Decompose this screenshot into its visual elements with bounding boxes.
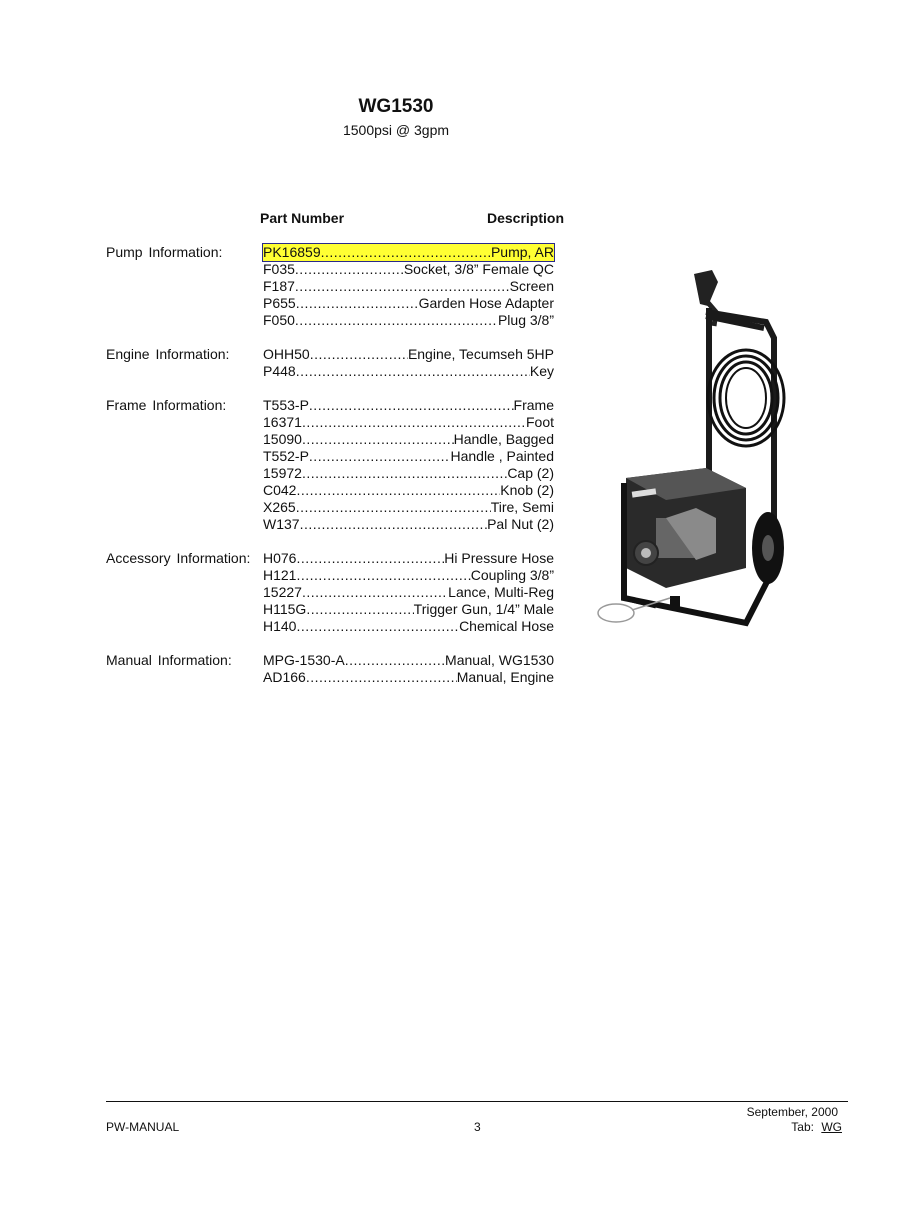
part-entry (263, 465, 554, 482)
part-entry (263, 363, 554, 380)
dot-leader (302, 431, 454, 448)
part-entry (263, 414, 554, 431)
part-number: F187 (263, 278, 295, 294)
part-entry (263, 567, 554, 584)
part-description: Pal Nut (2) (487, 516, 554, 532)
model-title: WG1530 (358, 96, 434, 117)
part-number: PK16859 (263, 244, 321, 260)
part-number: W137 (263, 516, 300, 532)
part-number: T552-P (263, 448, 309, 464)
part-entry (263, 346, 554, 363)
part-description: Cap (2) (507, 465, 554, 481)
section-label: Manual Information: (106, 652, 232, 668)
part-description: Knob (2) (500, 482, 554, 498)
part-entry (263, 482, 554, 499)
part-description: Handle , Painted (450, 448, 554, 464)
part-description: Tire, Semi (490, 499, 554, 515)
dot-leader (296, 550, 444, 567)
part-description: Lance, Multi-Reg (448, 584, 554, 600)
dot-leader (309, 448, 451, 465)
part-entry (263, 550, 554, 567)
dot-leader (300, 516, 488, 533)
part-entry (263, 448, 554, 465)
part-description: Frame (513, 397, 554, 413)
part-entry (263, 295, 554, 312)
part-entry (263, 397, 554, 414)
highlighted-part-entry (263, 244, 554, 261)
part-number: H115G (263, 601, 307, 617)
part-number: F050 (263, 312, 295, 328)
dot-leader (296, 482, 500, 499)
part-number-heading: Part Number (260, 210, 345, 226)
part-number: 15090 (263, 431, 302, 447)
part-entry (263, 669, 554, 686)
part-number: X265 (263, 499, 296, 515)
dot-leader (306, 669, 457, 686)
part-number: 15227 (263, 584, 302, 600)
part-description: Hi Pressure Hose (444, 550, 554, 566)
dot-leader (296, 295, 419, 312)
part-number: P448 (263, 363, 296, 379)
part-description: Screen (509, 278, 554, 294)
part-entry (263, 312, 554, 329)
tab-label: Tab: (791, 1120, 814, 1134)
part-number: OHH50 (263, 346, 310, 362)
dot-leader (296, 499, 491, 516)
part-number: MPG-1530-A (263, 652, 345, 668)
dot-leader (295, 312, 498, 329)
footer-manual-name: PW-MANUAL (106, 1120, 180, 1134)
part-entry (263, 278, 554, 295)
part-number: H121 (263, 567, 297, 583)
section-label: Frame Information: (106, 397, 227, 413)
part-description: Key (529, 363, 554, 379)
section-label: Accessory Information: (106, 550, 251, 566)
dot-leader (296, 618, 459, 635)
footer-tab (791, 1120, 846, 1134)
part-number: 16371 (263, 414, 302, 430)
part-entry (263, 261, 554, 278)
dot-leader (296, 567, 470, 584)
dot-leader (302, 584, 448, 601)
part-description: Coupling 3/8” (470, 567, 554, 583)
dot-leader (345, 652, 445, 669)
part-number: C042 (263, 482, 297, 498)
part-entry (263, 618, 554, 635)
part-description: Plug 3/8” (497, 312, 554, 328)
part-number: F035 (263, 261, 295, 277)
section-label: Engine Information: (106, 346, 230, 362)
part-entry (263, 601, 554, 618)
part-number: AD166 (263, 669, 306, 685)
part-description: Chemical Hose (459, 618, 554, 634)
dot-leader (302, 465, 507, 482)
footer-rule (106, 1101, 848, 1102)
part-number: H076 (263, 550, 297, 566)
model-rating: 1500psi @ 3gpm (342, 122, 450, 138)
part-entry (263, 499, 554, 516)
part-entry (263, 516, 554, 533)
part-description: Engine, Tecumseh 5HP (407, 346, 554, 362)
part-description: Manual, WG1530 (445, 652, 554, 668)
part-description: Socket, 3/8” Female QC (403, 261, 554, 277)
dot-leader (302, 414, 526, 431)
part-number: T553-P (263, 397, 309, 413)
dot-leader (310, 346, 408, 363)
part-number: P655 (263, 295, 296, 311)
part-description: Foot (525, 414, 554, 430)
footer-date: September, 2000 (746, 1105, 838, 1119)
part-description: Pump, AR (490, 244, 554, 260)
part-number: 15972 (263, 465, 302, 481)
dot-leader (309, 397, 514, 414)
dot-leader (306, 601, 413, 618)
part-description: Handle, Bagged (453, 431, 554, 447)
part-description: Garden Hose Adapter (418, 295, 554, 311)
part-number: H140 (263, 618, 297, 634)
dot-leader (295, 261, 404, 278)
section-label: Pump Information: (106, 244, 223, 260)
part-entry (263, 584, 554, 601)
part-description: Trigger Gun, 1/4” Male (413, 601, 554, 617)
page-number: 3 (474, 1120, 481, 1134)
dot-leader (296, 363, 530, 380)
tab-value: WG (821, 1120, 842, 1134)
part-entry (263, 652, 554, 669)
dot-leader (295, 278, 510, 295)
part-entry (263, 431, 554, 448)
part-description: Manual, Engine (456, 669, 554, 685)
dot-leader (321, 244, 491, 261)
description-heading: Description (487, 210, 565, 226)
pressure-washer-photo (596, 268, 786, 633)
